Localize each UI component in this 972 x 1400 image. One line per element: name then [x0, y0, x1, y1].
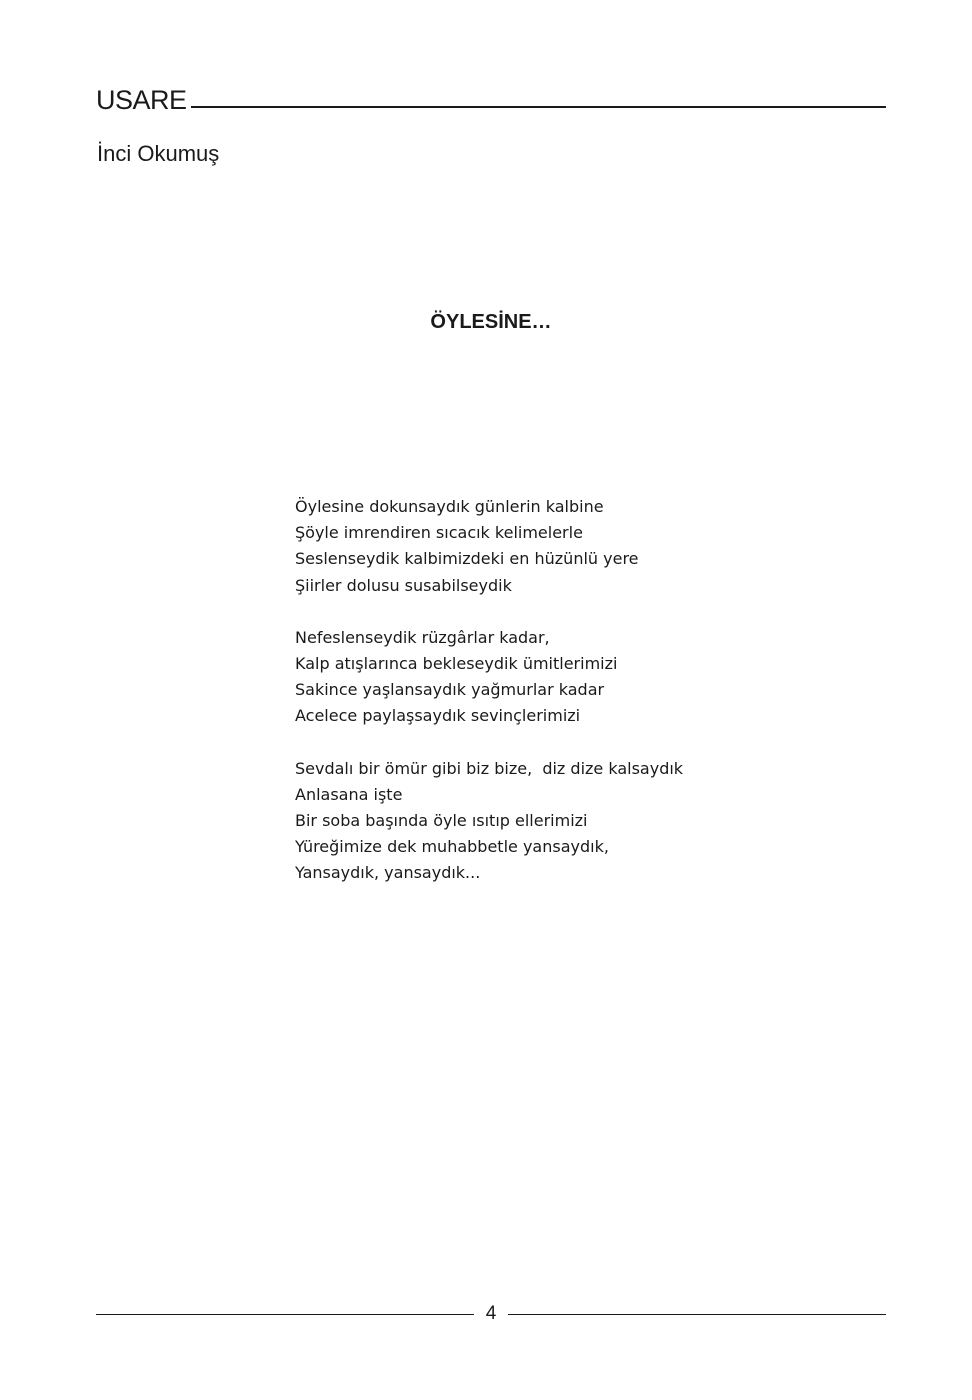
poem-line: Yansaydık, yansaydık...: [295, 863, 481, 883]
poem-title: ÖYLESİNE…: [430, 311, 552, 333]
poem-line: Sakince yaşlansaydık yağmurlar kadar: [295, 680, 605, 700]
poem-line: Anlasana işte: [295, 784, 403, 804]
stanza-3: [295, 756, 855, 887]
poem-line: Şiirler dolusu susabilseydik: [295, 575, 512, 595]
stanza-1: [295, 494, 855, 599]
footer-rule-left: [96, 1314, 474, 1315]
poem-line: Kalp atışlarınca bekleseydik ümitlerimizi: [295, 653, 618, 673]
poem-line: Nefeslenseydik rüzgârlar kadar,: [295, 627, 550, 647]
poem-line: Acelece paylaşsaydık sevinçlerimizi: [295, 706, 581, 726]
footer-rule-right: [508, 1314, 886, 1315]
poem-line: Sevdalı bir ömür gibi biz bize, diz dize kalsaydık: [295, 758, 684, 778]
page-number: 4: [485, 1303, 497, 1324]
author-name: İnci Okumuş: [97, 141, 220, 166]
poem-body: [295, 494, 855, 912]
poem-line: Yüreğimize dek muhabbetle yansaydık,: [295, 837, 609, 857]
journal-title: USARE: [96, 85, 187, 115]
stanza-2: [295, 625, 855, 730]
poem-line: Öylesine dokunsaydık günlerin kalbine: [295, 497, 604, 516]
page-footer: [96, 1302, 886, 1326]
header-rule: [191, 106, 886, 108]
poem-line: Şöyle imrendiren sıcacık kelimelerle: [295, 523, 583, 543]
running-header: [96, 80, 886, 114]
poem-line: Seslenseydik kalbimizdeki en hüzünlü yere: [295, 549, 639, 569]
poem-line: Bir soba başında öyle ısıtıp ellerimizi: [295, 810, 588, 830]
